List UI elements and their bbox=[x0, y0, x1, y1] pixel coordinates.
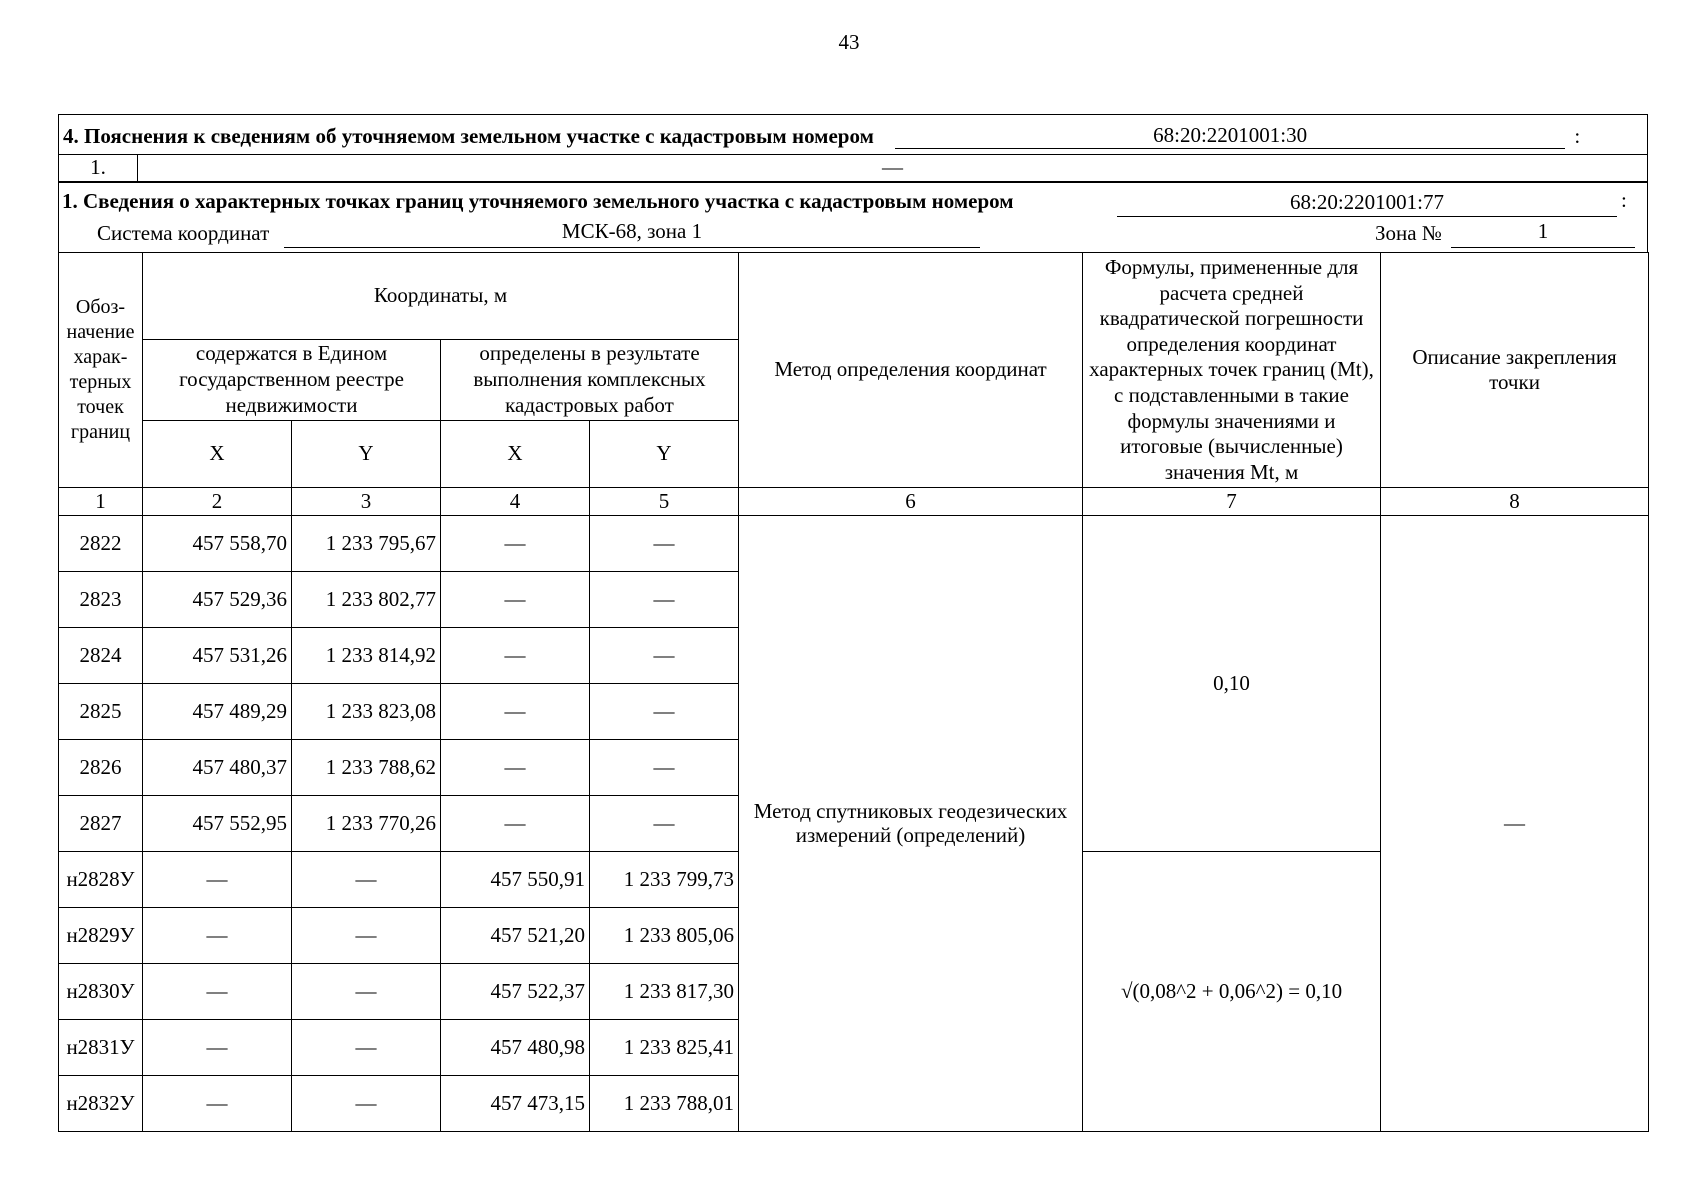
x-complex-cell: 457 521,20 bbox=[441, 908, 590, 964]
x-egrn-cell: 457 531,26 bbox=[143, 628, 292, 684]
point-designation: 2826 bbox=[59, 740, 143, 796]
section4-row-value: — bbox=[138, 155, 1648, 182]
y-complex-cell: — bbox=[590, 572, 739, 628]
x-egrn-cell: 457 480,37 bbox=[143, 740, 292, 796]
method-cell: Метод спутниковых геодезических измерений (определений) bbox=[739, 516, 1083, 1132]
coord-system-value: МСК-68, зона 1 bbox=[284, 219, 980, 248]
section1-cadastral-number: 68:20:2201001:77 bbox=[1117, 190, 1617, 217]
x-egrn-cell: 457 489,29 bbox=[143, 684, 292, 740]
point-designation: 2825 bbox=[59, 684, 143, 740]
x-complex-cell: — bbox=[441, 628, 590, 684]
y-egrn-cell: 1 233 802,77 bbox=[292, 572, 441, 628]
header-designation: Обоз-начение харак-терных точек границ bbox=[59, 253, 143, 488]
y-complex-cell: 1 233 799,73 bbox=[590, 852, 739, 908]
column-number: 7 bbox=[1083, 488, 1381, 516]
y-complex-cell: 1 233 817,30 bbox=[590, 964, 739, 1020]
header-method: Метод определения координат bbox=[739, 253, 1083, 488]
mt-existing-cell: 0,10 bbox=[1083, 516, 1381, 852]
y-complex-cell: 1 233 825,41 bbox=[590, 1020, 739, 1076]
column-number: 6 bbox=[739, 488, 1083, 516]
x-egrn-cell: — bbox=[143, 1020, 292, 1076]
y-egrn-cell: — bbox=[292, 964, 441, 1020]
page-number: 43 bbox=[838, 30, 860, 54]
section4-cadastral-number: 68:20:2201001:30 bbox=[895, 124, 1565, 149]
header-y-egrn: Y bbox=[292, 421, 441, 488]
column-number: 8 bbox=[1381, 488, 1649, 516]
header-egrn: содержатся в Едином государственном реестре недвижимости bbox=[143, 339, 441, 421]
y-complex-cell: 1 233 805,06 bbox=[590, 908, 739, 964]
y-egrn-cell: — bbox=[292, 908, 441, 964]
x-complex-cell: — bbox=[441, 684, 590, 740]
section4-header bbox=[59, 115, 1648, 155]
header-coordinates: Координаты, м bbox=[143, 253, 739, 340]
column-number: 4 bbox=[441, 488, 590, 516]
point-designation: н2828У bbox=[59, 852, 143, 908]
y-egrn-cell: 1 233 814,92 bbox=[292, 628, 441, 684]
y-egrn-cell: 1 233 770,26 bbox=[292, 796, 441, 852]
x-egrn-cell: 457 558,70 bbox=[143, 516, 292, 572]
x-egrn-cell: 457 529,36 bbox=[143, 572, 292, 628]
y-egrn-cell: 1 233 795,67 bbox=[292, 516, 441, 572]
x-egrn-cell: — bbox=[143, 1076, 292, 1132]
x-complex-cell: — bbox=[441, 516, 590, 572]
y-complex-cell: — bbox=[590, 628, 739, 684]
y-complex-cell: — bbox=[590, 796, 739, 852]
x-complex-cell: 457 473,15 bbox=[441, 1076, 590, 1132]
point-designation: н2832У bbox=[59, 1076, 143, 1132]
y-complex-cell: — bbox=[590, 684, 739, 740]
x-complex-cell: — bbox=[441, 740, 590, 796]
column-number: 2 bbox=[143, 488, 292, 516]
y-complex-cell: 1 233 788,01 bbox=[590, 1076, 739, 1132]
header-x-egrn: X bbox=[143, 421, 292, 488]
description-cell: — bbox=[1381, 516, 1649, 1132]
x-egrn-cell: — bbox=[143, 964, 292, 1020]
x-complex-cell: — bbox=[441, 796, 590, 852]
column-number: 3 bbox=[292, 488, 441, 516]
zone-label: Зона № bbox=[1375, 221, 1442, 245]
y-egrn-cell: — bbox=[292, 852, 441, 908]
section1-title: 1. Сведения о характерных точках границ уточняемого земельного участка с кадастровым номером bbox=[62, 189, 1014, 213]
points-table-wrapper bbox=[58, 252, 1648, 1132]
y-egrn-cell: 1 233 788,62 bbox=[292, 740, 441, 796]
column-number: 1 bbox=[59, 488, 143, 516]
coord-system-label: Система координат bbox=[97, 221, 270, 245]
x-egrn-cell: 457 552,95 bbox=[143, 796, 292, 852]
section1-header bbox=[58, 182, 1648, 252]
section4-title: 4. Пояснения к сведениям об уточняемом земельном участке с кадастровым номером bbox=[63, 124, 874, 149]
header-y-complex: Y bbox=[590, 421, 739, 488]
x-egrn-cell: — bbox=[143, 908, 292, 964]
section1-colon: : bbox=[1621, 188, 1627, 212]
header-x-complex: X bbox=[441, 421, 590, 488]
y-complex-cell: — bbox=[590, 740, 739, 796]
point-designation: н2830У bbox=[59, 964, 143, 1020]
y-egrn-cell: — bbox=[292, 1076, 441, 1132]
point-designation: н2829У bbox=[59, 908, 143, 964]
table-row bbox=[59, 516, 1649, 572]
points-table bbox=[58, 252, 1649, 1132]
section4-explanations bbox=[58, 114, 1648, 182]
section4-colon: : bbox=[1574, 124, 1581, 149]
header-description: Описание закрепления точки bbox=[1381, 253, 1649, 488]
y-complex-cell: — bbox=[590, 516, 739, 572]
point-designation: 2827 bbox=[59, 796, 143, 852]
point-designation: 2823 bbox=[59, 572, 143, 628]
point-designation: н2831У bbox=[59, 1020, 143, 1076]
column-number: 5 bbox=[590, 488, 739, 516]
point-designation: 2822 bbox=[59, 516, 143, 572]
zone-value: 1 bbox=[1451, 219, 1635, 248]
header-complex: определены в результате выполнения комплексных кадастровых работ bbox=[441, 339, 739, 421]
x-complex-cell: 457 550,91 bbox=[441, 852, 590, 908]
point-designation: 2824 bbox=[59, 628, 143, 684]
x-complex-cell: 457 480,98 bbox=[441, 1020, 590, 1076]
header-formulas: Формулы, примененные для расчета средней квадратической погрешности определения координат характерных точек границ (Mt), с подставленными в такие формулы значениями и итоговые (вычисленные) значения Mt, м bbox=[1083, 253, 1381, 488]
section4-row-number: 1. bbox=[59, 155, 138, 182]
x-egrn-cell: — bbox=[143, 852, 292, 908]
y-egrn-cell: — bbox=[292, 1020, 441, 1076]
x-complex-cell: — bbox=[441, 572, 590, 628]
x-complex-cell: 457 522,37 bbox=[441, 964, 590, 1020]
mt-formula-cell: √(0,08^2 + 0,06^2) = 0,10 bbox=[1083, 852, 1381, 1132]
y-egrn-cell: 1 233 823,08 bbox=[292, 684, 441, 740]
